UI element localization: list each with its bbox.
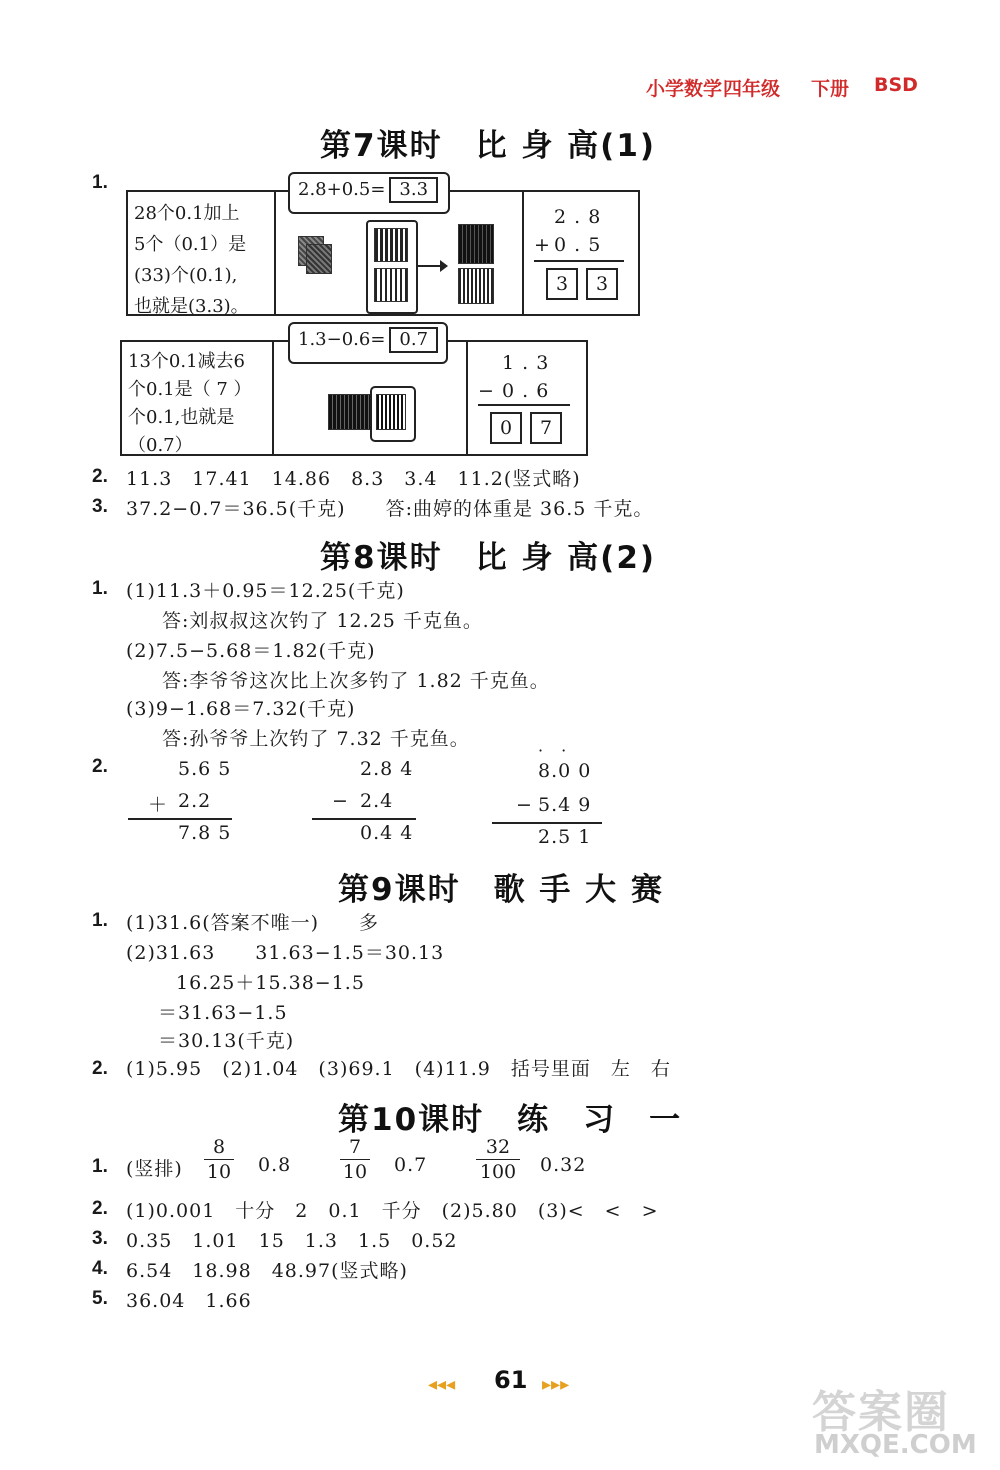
row2-equation-box bbox=[288, 322, 448, 364]
vertical-top: 1 . 3 bbox=[502, 352, 550, 374]
next-arrows-icon: ▸▸▸ bbox=[542, 1374, 570, 1395]
lesson8-q1-line: (3)9−1.68＝7.32(千克) bbox=[126, 698, 356, 720]
lesson10-q2-number: 2. bbox=[92, 1198, 108, 1219]
calc1-top: 5.6 5 bbox=[178, 758, 232, 780]
page-number: 61 bbox=[494, 1366, 528, 1394]
row2-text-line: 个0.1是（ 7 ） bbox=[128, 379, 252, 400]
borrow-dots: · · bbox=[538, 741, 568, 760]
answer-box: 3 bbox=[546, 268, 578, 300]
equation-text: 1.3−0.6= bbox=[298, 329, 386, 350]
calc3-line bbox=[492, 822, 602, 824]
watermark-logo: 答案圈 bbox=[812, 1387, 950, 1438]
fraction-decimal: 0.8 bbox=[258, 1154, 292, 1176]
lesson9-q2-number: 2. bbox=[92, 1058, 108, 1079]
tenths-strip-icon bbox=[374, 228, 408, 262]
lesson9-q1-line: ＝31.63−1.5 bbox=[158, 1002, 288, 1024]
tenths-strip-icon bbox=[458, 268, 494, 304]
fraction-denominator: 10 bbox=[206, 1161, 232, 1183]
lesson7-q1-number: 1. bbox=[92, 172, 108, 193]
calc2-line bbox=[312, 818, 416, 820]
arrow-icon bbox=[416, 265, 442, 267]
fraction-bar bbox=[476, 1159, 520, 1160]
answer-box: 7 bbox=[530, 412, 562, 444]
lesson10-title: 第10课时 练 习 一 bbox=[338, 1102, 683, 1138]
lesson10-q5-number: 5. bbox=[92, 1288, 108, 1309]
fraction bbox=[476, 1136, 520, 1183]
calc3-result: 2.5 1 bbox=[538, 826, 592, 848]
fraction bbox=[204, 1136, 234, 1183]
tenths-group-frame bbox=[366, 220, 418, 314]
calc1-result: 7.8 5 bbox=[178, 822, 232, 844]
lesson8-q1-line: (2)7.5−5.68＝1.82(千克) bbox=[126, 640, 376, 662]
lesson10-q3-answer: 0.35 1.01 15 1.3 1.5 0.52 bbox=[126, 1230, 458, 1252]
tenths-strip-icon bbox=[376, 394, 406, 430]
lesson7-q2-answer: 11.3 17.41 14.86 8.3 3.4 11.2(竖式略) bbox=[126, 468, 581, 490]
lesson10-q5-answer: 36.04 1.66 bbox=[126, 1290, 252, 1312]
lesson9-q1-line: ＝30.13(千克) bbox=[158, 1030, 295, 1052]
lesson9-title: 第9课时 歌 手 大 赛 bbox=[338, 872, 664, 908]
calc1-op: ＋ bbox=[148, 794, 169, 816]
equation-answer: 3.3 bbox=[389, 177, 438, 203]
lesson10-q1-number: 1. bbox=[92, 1156, 108, 1177]
lesson7-q3-number: 3. bbox=[92, 496, 108, 517]
calc1-bottom: 2.2 bbox=[178, 790, 212, 812]
calc3-op: − bbox=[516, 794, 533, 816]
lesson7-q2-number: 2. bbox=[92, 466, 108, 487]
fraction-bar bbox=[204, 1159, 234, 1160]
vertical-bottom: 0 . 6 bbox=[502, 380, 550, 402]
calc2-bottom: 2.4 bbox=[360, 790, 394, 812]
full-grid-icon bbox=[458, 224, 494, 264]
header-subject: 小学数学 bbox=[646, 78, 723, 100]
prev-arrows-icon: ◂◂◂ bbox=[428, 1374, 456, 1395]
lesson8-q1-number: 1. bbox=[92, 578, 108, 599]
lesson8-q1-line: 答:刘叔叔这次钓了 12.25 千克鱼。 bbox=[162, 610, 483, 632]
calc3-bottom: 5.4 9 bbox=[538, 794, 592, 816]
fraction-numerator: 8 bbox=[212, 1136, 226, 1158]
calc2-result: 0.4 4 bbox=[360, 822, 414, 844]
row1-text-cell bbox=[128, 192, 276, 317]
fraction bbox=[340, 1136, 370, 1183]
answer-box: 3 bbox=[586, 268, 618, 300]
lesson10-q4-number: 4. bbox=[92, 1258, 108, 1279]
calc3-top: 8.0 0 bbox=[538, 760, 592, 782]
row2-text-line: 个0.1,也就是 bbox=[128, 407, 235, 428]
calc2-top: 2.8 4 bbox=[360, 758, 414, 780]
calc1-line bbox=[128, 818, 232, 820]
vertical-op: − bbox=[478, 380, 495, 402]
lesson8-q2-number: 2. bbox=[92, 756, 108, 777]
subtract-group-frame bbox=[370, 386, 416, 442]
row2-text-line: （0.7） bbox=[128, 435, 193, 456]
row2-text-line: 13个0.1减去6 bbox=[128, 351, 245, 372]
fraction-numerator: 32 bbox=[485, 1136, 511, 1158]
row1-text-line: 也就是(3.3)。 bbox=[134, 296, 249, 317]
fraction-numerator: 7 bbox=[348, 1136, 362, 1158]
vertical-line bbox=[534, 260, 624, 262]
lesson10-q2-answer: (1)0.001 十分 2 0.1 千分 (2)5.80 (3)< < > bbox=[126, 1200, 659, 1222]
lesson9-q2-answer: (1)5.95 (2)1.04 (3)69.1 (4)11.9 括号里面 左 右 bbox=[126, 1058, 671, 1080]
header-term: 下册 bbox=[811, 78, 850, 100]
lesson10-q4-answer: 6.54 18.98 48.97(竖式略) bbox=[126, 1260, 408, 1282]
vertical-top: 2 . 8 bbox=[554, 206, 602, 228]
fraction-denominator: 10 bbox=[342, 1161, 368, 1183]
lesson8-q1-line: 答:孙爷爷上次钓了 7.32 千克鱼。 bbox=[162, 728, 470, 750]
lesson8-q1-line: (1)11.3＋0.95＝12.25(千克) bbox=[126, 580, 405, 602]
fraction-denominator: 100 bbox=[479, 1161, 517, 1183]
lesson9-q1-line: (1)31.6(答案不唯一) 多 bbox=[126, 912, 380, 934]
lesson10-q3-number: 3. bbox=[92, 1228, 108, 1249]
lesson8-title: 第8课时 比 身 高(2) bbox=[320, 540, 657, 576]
vertical-op: + bbox=[534, 234, 551, 256]
tenths-strip-icon bbox=[374, 268, 408, 302]
calc2-op: − bbox=[332, 790, 349, 812]
row1-equation-box bbox=[288, 172, 450, 214]
row1-text-line: 5个（0.1）是 bbox=[134, 234, 247, 255]
row1-text-line: (33)个(0.1), bbox=[134, 265, 238, 286]
fraction-decimal: 0.7 bbox=[394, 1154, 428, 1176]
lesson9-q1-line: 16.25＋15.38−1.5 bbox=[176, 972, 365, 994]
fraction-bar bbox=[340, 1159, 370, 1160]
lesson8-q1-line: 答:李爷爷这次比上次多钓了 1.82 千克鱼。 bbox=[162, 670, 550, 692]
vertical-bottom: 0 . 5 bbox=[554, 234, 602, 256]
tenths-grid-icon bbox=[328, 394, 372, 430]
hundred-grid-icon bbox=[306, 244, 332, 274]
vertical-line bbox=[478, 404, 570, 406]
row2-text-cell bbox=[122, 342, 274, 454]
equation-text: 2.8+0.5= bbox=[298, 179, 386, 200]
lesson9-q1-line: (2)31.63 31.63−1.5＝30.13 bbox=[126, 942, 445, 964]
row1-text-line: 28个0.1加上 bbox=[134, 203, 240, 224]
lesson7-q3-answer: 37.2−0.7＝36.5(千克) 答:曲婷的体重是 36.5 千克。 bbox=[126, 498, 654, 520]
header-grade: 四年级 bbox=[723, 78, 781, 100]
lesson7-title: 第7课时 比 身 高(1) bbox=[320, 128, 657, 164]
answer-box: 0 bbox=[490, 412, 522, 444]
lesson10-q1-prefix: (竖排) bbox=[126, 1158, 183, 1180]
row1-vertical-calc-cell bbox=[524, 192, 638, 314]
lesson9-q1-number: 1. bbox=[92, 910, 108, 931]
fraction-decimal: 0.32 bbox=[540, 1154, 587, 1176]
arrow-head-icon bbox=[440, 260, 448, 272]
row2-vertical-calc-cell bbox=[468, 342, 586, 454]
watermark-site: MXQE.COM bbox=[814, 1430, 977, 1460]
header-edition: BSD bbox=[874, 74, 918, 96]
equation-answer: 0.7 bbox=[389, 327, 438, 353]
